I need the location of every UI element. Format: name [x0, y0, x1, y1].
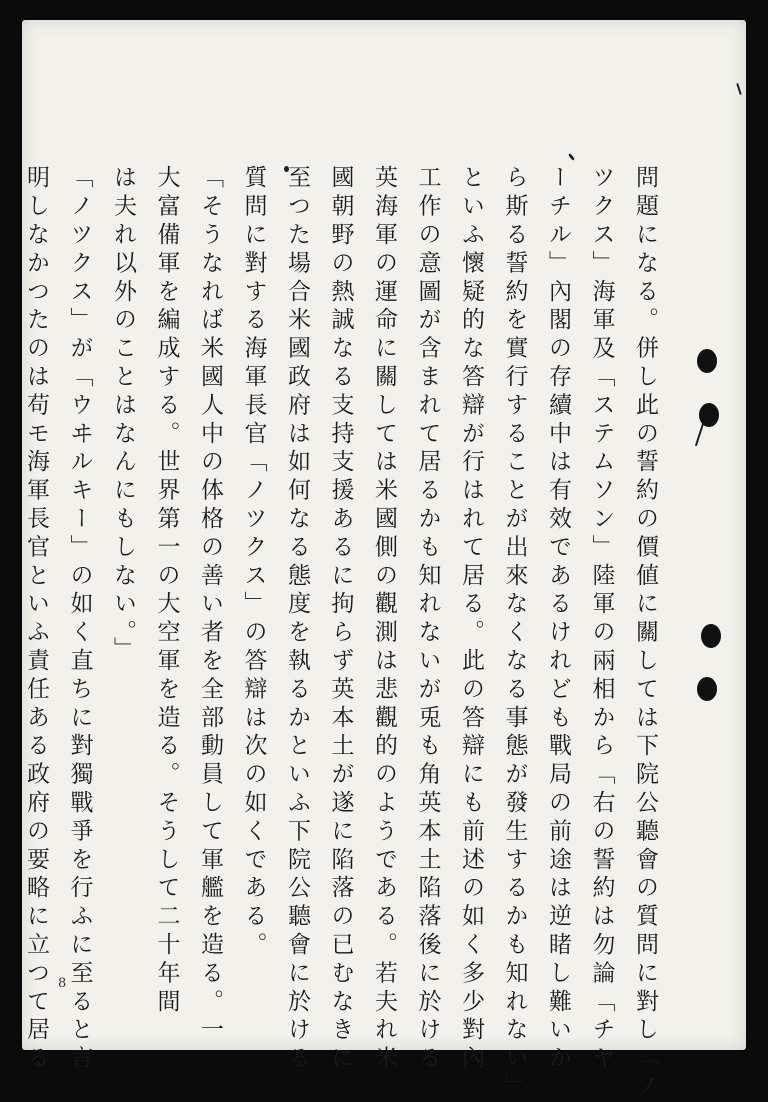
text-column: 至つた場合米國政府は如何なる態度を執るかといふ下院公聽會に於ける [284, 165, 310, 1074]
page-number: 8 [58, 976, 67, 991]
text-column: 工作の意圖が含まれて居るかも知れないが兎も角英本土陷落後に於ける [414, 165, 441, 1074]
text-column: ーチル」內閣の存續中は有效であるけれども戰局の前途は逆睹し難いか [545, 165, 571, 1074]
binding-hole [701, 624, 721, 648]
text-column: 問題になる。併し此の誓約の價値に關しては下院公聽會の質問に對し「ノ [632, 165, 658, 1102]
binding-hole [697, 349, 717, 373]
text-column: ツクス」海軍及「ステムソン」陸軍の兩相から「右の誓約は勿論「チヤ [588, 165, 615, 1074]
binding-hole [699, 403, 719, 427]
text-column: 明しなかつたのは苟モ海軍長官といふ責任ある政府の要略に立つて居る [23, 165, 49, 1074]
text-column: 質問に對する海軍長官「ノツクス」の答辯は次の如くである。 [240, 165, 267, 961]
text-column: といふ懷疑的な答辯が行はれて居る。此の答辯にも前述の如く多少對內 [458, 165, 484, 1074]
text-column: 大富備軍を編成する。世界第一の大空軍を造る。そうして二十年間 [153, 165, 180, 1017]
body-text [14, 165, 667, 1102]
text-column: 「そうなれば米國人中の体格の善い者を全部動員して軍艦を造る。一 [197, 165, 223, 1046]
text-column: 「ノツクス」が「ウヰルキー」の如く直ちに對獨戰爭を行ふに至ると言 [66, 165, 93, 1074]
text-column: 英海軍の運命に關しては米國側の觀測は悲觀的のようである。若夫れ米 [371, 165, 397, 1074]
text-column: ら斯る誓約を實行することが出來なくなる事態が發生するかも知れない」 [501, 165, 528, 1102]
ink-scratch [736, 83, 742, 95]
text-column: 國朝野の熱誠なる支持支援あるに拘らず英本土が遂に陷落の已むなきに [327, 165, 354, 1074]
ink-speck [568, 153, 575, 161]
text-column: は夫れ以外のことはなんにもしない。」 [110, 165, 136, 665]
binding-hole [697, 677, 717, 701]
